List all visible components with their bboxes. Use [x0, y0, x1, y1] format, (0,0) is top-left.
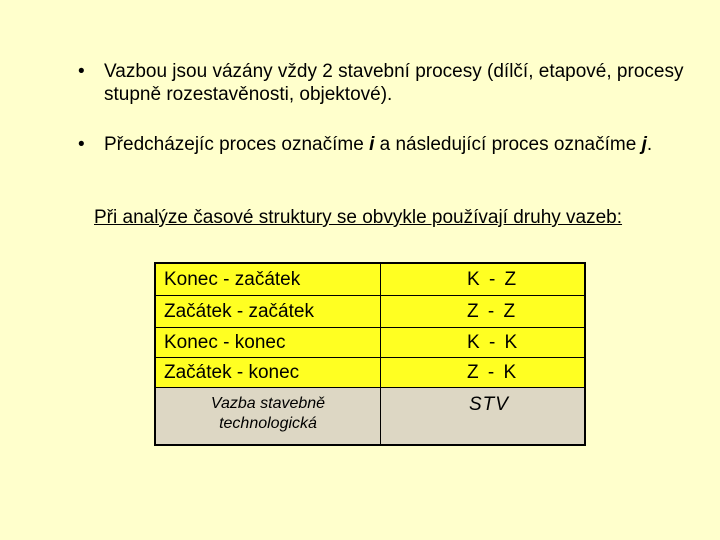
bullet-marker: •: [78, 134, 85, 155]
relation-name: Začátek - konec: [155, 358, 381, 388]
relation-code: K - Z: [381, 263, 586, 296]
section-heading: Při analýze časové struktury se obvykle používají druhy vazeb:: [94, 207, 623, 228]
relation-name: Konec - začátek: [155, 263, 381, 296]
table-row: [155, 328, 585, 358]
table-row: [155, 358, 585, 388]
relation-name: Vazba stavebně technologická: [155, 388, 381, 446]
bullet-marker: •: [78, 61, 85, 82]
relations-table: [154, 262, 586, 446]
table-row: [155, 388, 585, 446]
table-row: [155, 263, 585, 296]
relation-code: K - K: [381, 328, 586, 358]
bullet-text: Předcházejíc proces označíme i a následující proces označíme j.: [104, 134, 653, 155]
relation-name: Začátek - začátek: [155, 296, 381, 328]
table-row: [155, 296, 585, 328]
relation-name: Konec - konec: [155, 328, 381, 358]
relation-code: STV: [381, 388, 586, 446]
relation-code: Z - K: [381, 358, 586, 388]
relation-code: Z - Z: [381, 296, 586, 328]
bullet-text: Vazbou jsou vázány vždy 2 stavební procesy (dílčí, etapové, procesy stupně rozestavěnosti, objektové).: [104, 61, 684, 105]
